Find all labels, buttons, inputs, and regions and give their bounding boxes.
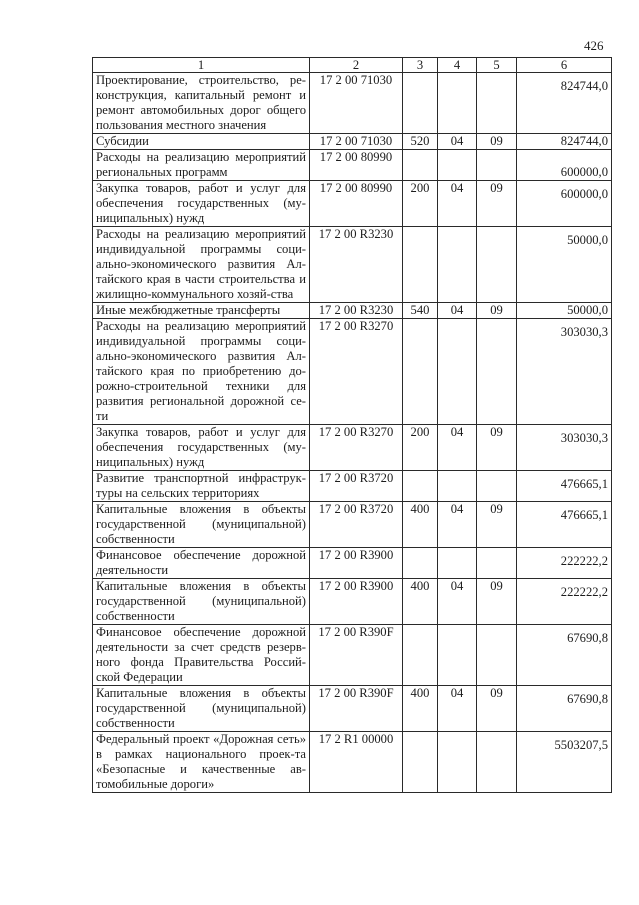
row-subsection: [477, 150, 517, 181]
row-subsection: 09: [477, 181, 517, 227]
row-subsection: 09: [477, 686, 517, 732]
table-row: [93, 134, 612, 150]
row-amount: 824744,0: [517, 73, 612, 134]
row-section: [438, 319, 477, 425]
row-amount: 222222,2: [517, 579, 612, 625]
row-code: 17 2 00 R3230: [310, 227, 403, 303]
row-code: 17 2 00 R3720: [310, 502, 403, 548]
row-section: [438, 732, 477, 793]
row-type: [403, 73, 438, 134]
row-subsection: [477, 319, 517, 425]
row-type: 400: [403, 579, 438, 625]
row-code: 17 2 00 R3720: [310, 471, 403, 502]
row-name: Финансовое обеспечение дорожной деятельности за счет средств резерв-ного фонда Правительства Россий-ской Федерации: [93, 625, 310, 686]
row-type: [403, 548, 438, 579]
table-row: [93, 686, 612, 732]
row-amount: 476665,1: [517, 471, 612, 502]
row-amount: 50000,0: [517, 303, 612, 319]
row-code: 17 2 00 R390F: [310, 686, 403, 732]
table-row: [93, 227, 612, 303]
row-subsection: 09: [477, 579, 517, 625]
row-type: [403, 227, 438, 303]
row-section: [438, 227, 477, 303]
page-number: 426: [584, 38, 604, 53]
row-section: [438, 548, 477, 579]
row-name: Иные межбюджетные трансферты: [93, 303, 310, 319]
row-amount: 303030,3: [517, 319, 612, 425]
row-code: 17 2 00 R3270: [310, 425, 403, 471]
row-amount: 50000,0: [517, 227, 612, 303]
row-name: Проектирование, строительство, ре-конструкция, капитальный ремонт и ремонт автомобильных дорог общего пользования местного значения: [93, 73, 310, 134]
row-subsection: [477, 471, 517, 502]
row-type: 400: [403, 686, 438, 732]
table-row: [93, 425, 612, 471]
table-row: [93, 150, 612, 181]
row-amount: 600000,0: [517, 150, 612, 181]
row-section: 04: [438, 303, 477, 319]
row-subsection: [477, 73, 517, 134]
row-type: 200: [403, 425, 438, 471]
row-amount: 476665,1: [517, 502, 612, 548]
row-name: Закупка товаров, работ и услуг для обеспечения государственных (му-ниципальных) нужд: [93, 181, 310, 227]
column-header: 6: [517, 58, 612, 73]
column-header: 3: [403, 58, 438, 73]
row-code: 17 2 00 R3270: [310, 319, 403, 425]
column-header: 1: [93, 58, 310, 73]
row-section: 04: [438, 425, 477, 471]
row-section: 04: [438, 579, 477, 625]
row-name: Закупка товаров, работ и услуг для обеспечения государственных (му-ниципальных) нужд: [93, 425, 310, 471]
row-code: 17 2 00 80990: [310, 181, 403, 227]
row-amount: 222222,2: [517, 548, 612, 579]
table-row: [93, 548, 612, 579]
row-name: Федеральный проект «Дорожная сеть» в рамках национального проек-та «Безопасные и качественные ав-томобильные дороги»: [93, 732, 310, 793]
row-subsection: 09: [477, 303, 517, 319]
row-subsection: [477, 227, 517, 303]
row-type: [403, 471, 438, 502]
row-code: 17 2 00 71030: [310, 73, 403, 134]
column-header: 4: [438, 58, 477, 73]
budget-table: [92, 57, 612, 793]
table-row: [93, 579, 612, 625]
row-amount: 303030,3: [517, 425, 612, 471]
row-type: [403, 150, 438, 181]
row-amount: 67690,8: [517, 686, 612, 732]
table-row: [93, 471, 612, 502]
row-code: 17 2 00 R3900: [310, 579, 403, 625]
column-header: 5: [477, 58, 517, 73]
row-type: 400: [403, 502, 438, 548]
row-type: 540: [403, 303, 438, 319]
row-type: [403, 732, 438, 793]
row-name: Капитальные вложения в объекты государственной (муниципальной) собственности: [93, 579, 310, 625]
row-code: 17 2 00 R3900: [310, 548, 403, 579]
row-name: Финансовое обеспечение дорожной деятельности: [93, 548, 310, 579]
table-row: [93, 625, 612, 686]
row-name: Расходы на реализацию мероприятий региональных программ: [93, 150, 310, 181]
table-row: [93, 303, 612, 319]
row-code: 17 2 00 80990: [310, 150, 403, 181]
row-subsection: 09: [477, 425, 517, 471]
row-section: [438, 471, 477, 502]
row-type: 200: [403, 181, 438, 227]
row-amount: 67690,8: [517, 625, 612, 686]
row-name: Развитие транспортной инфраструк-туры на сельских территориях: [93, 471, 310, 502]
row-type: [403, 319, 438, 425]
column-header: 2: [310, 58, 403, 73]
table-row: [93, 181, 612, 227]
table-row: [93, 502, 612, 548]
row-section: [438, 73, 477, 134]
row-section: 04: [438, 502, 477, 548]
table-row: [93, 73, 612, 134]
table-row: [93, 732, 612, 793]
row-section: [438, 150, 477, 181]
row-name: Капитальные вложения в объекты государственной (муниципальной) собственности: [93, 686, 310, 732]
row-code: 17 2 00 R390F: [310, 625, 403, 686]
row-section: [438, 625, 477, 686]
row-name: Расходы на реализацию мероприятий индивидуальной программы соци-ально-экономического развития Ал-тайского края по приобретению до-рожно-строительной техники для развития региональной дорожной се-ти: [93, 319, 310, 425]
row-subsection: [477, 625, 517, 686]
row-code: 17 2 R1 00000: [310, 732, 403, 793]
row-amount: 824744,0: [517, 134, 612, 150]
row-subsection: 09: [477, 134, 517, 150]
row-code: 17 2 00 R3230: [310, 303, 403, 319]
row-type: 520: [403, 134, 438, 150]
row-name: Субсидии: [93, 134, 310, 150]
row-name: Капитальные вложения в объекты государственной (муниципальной) собственности: [93, 502, 310, 548]
row-type: [403, 625, 438, 686]
row-section: 04: [438, 134, 477, 150]
row-subsection: [477, 548, 517, 579]
row-amount: 5503207,5: [517, 732, 612, 793]
row-section: 04: [438, 686, 477, 732]
table-row: [93, 319, 612, 425]
row-name: Расходы на реализацию мероприятий индивидуальной программы соци-ально-экономического развития Ал-тайского края в части строительства и жилищно-коммунального хозяй-ства: [93, 227, 310, 303]
row-subsection: 09: [477, 502, 517, 548]
row-code: 17 2 00 71030: [310, 134, 403, 150]
row-amount: 600000,0: [517, 181, 612, 227]
row-section: 04: [438, 181, 477, 227]
table-header-row: [93, 58, 612, 73]
row-subsection: [477, 732, 517, 793]
